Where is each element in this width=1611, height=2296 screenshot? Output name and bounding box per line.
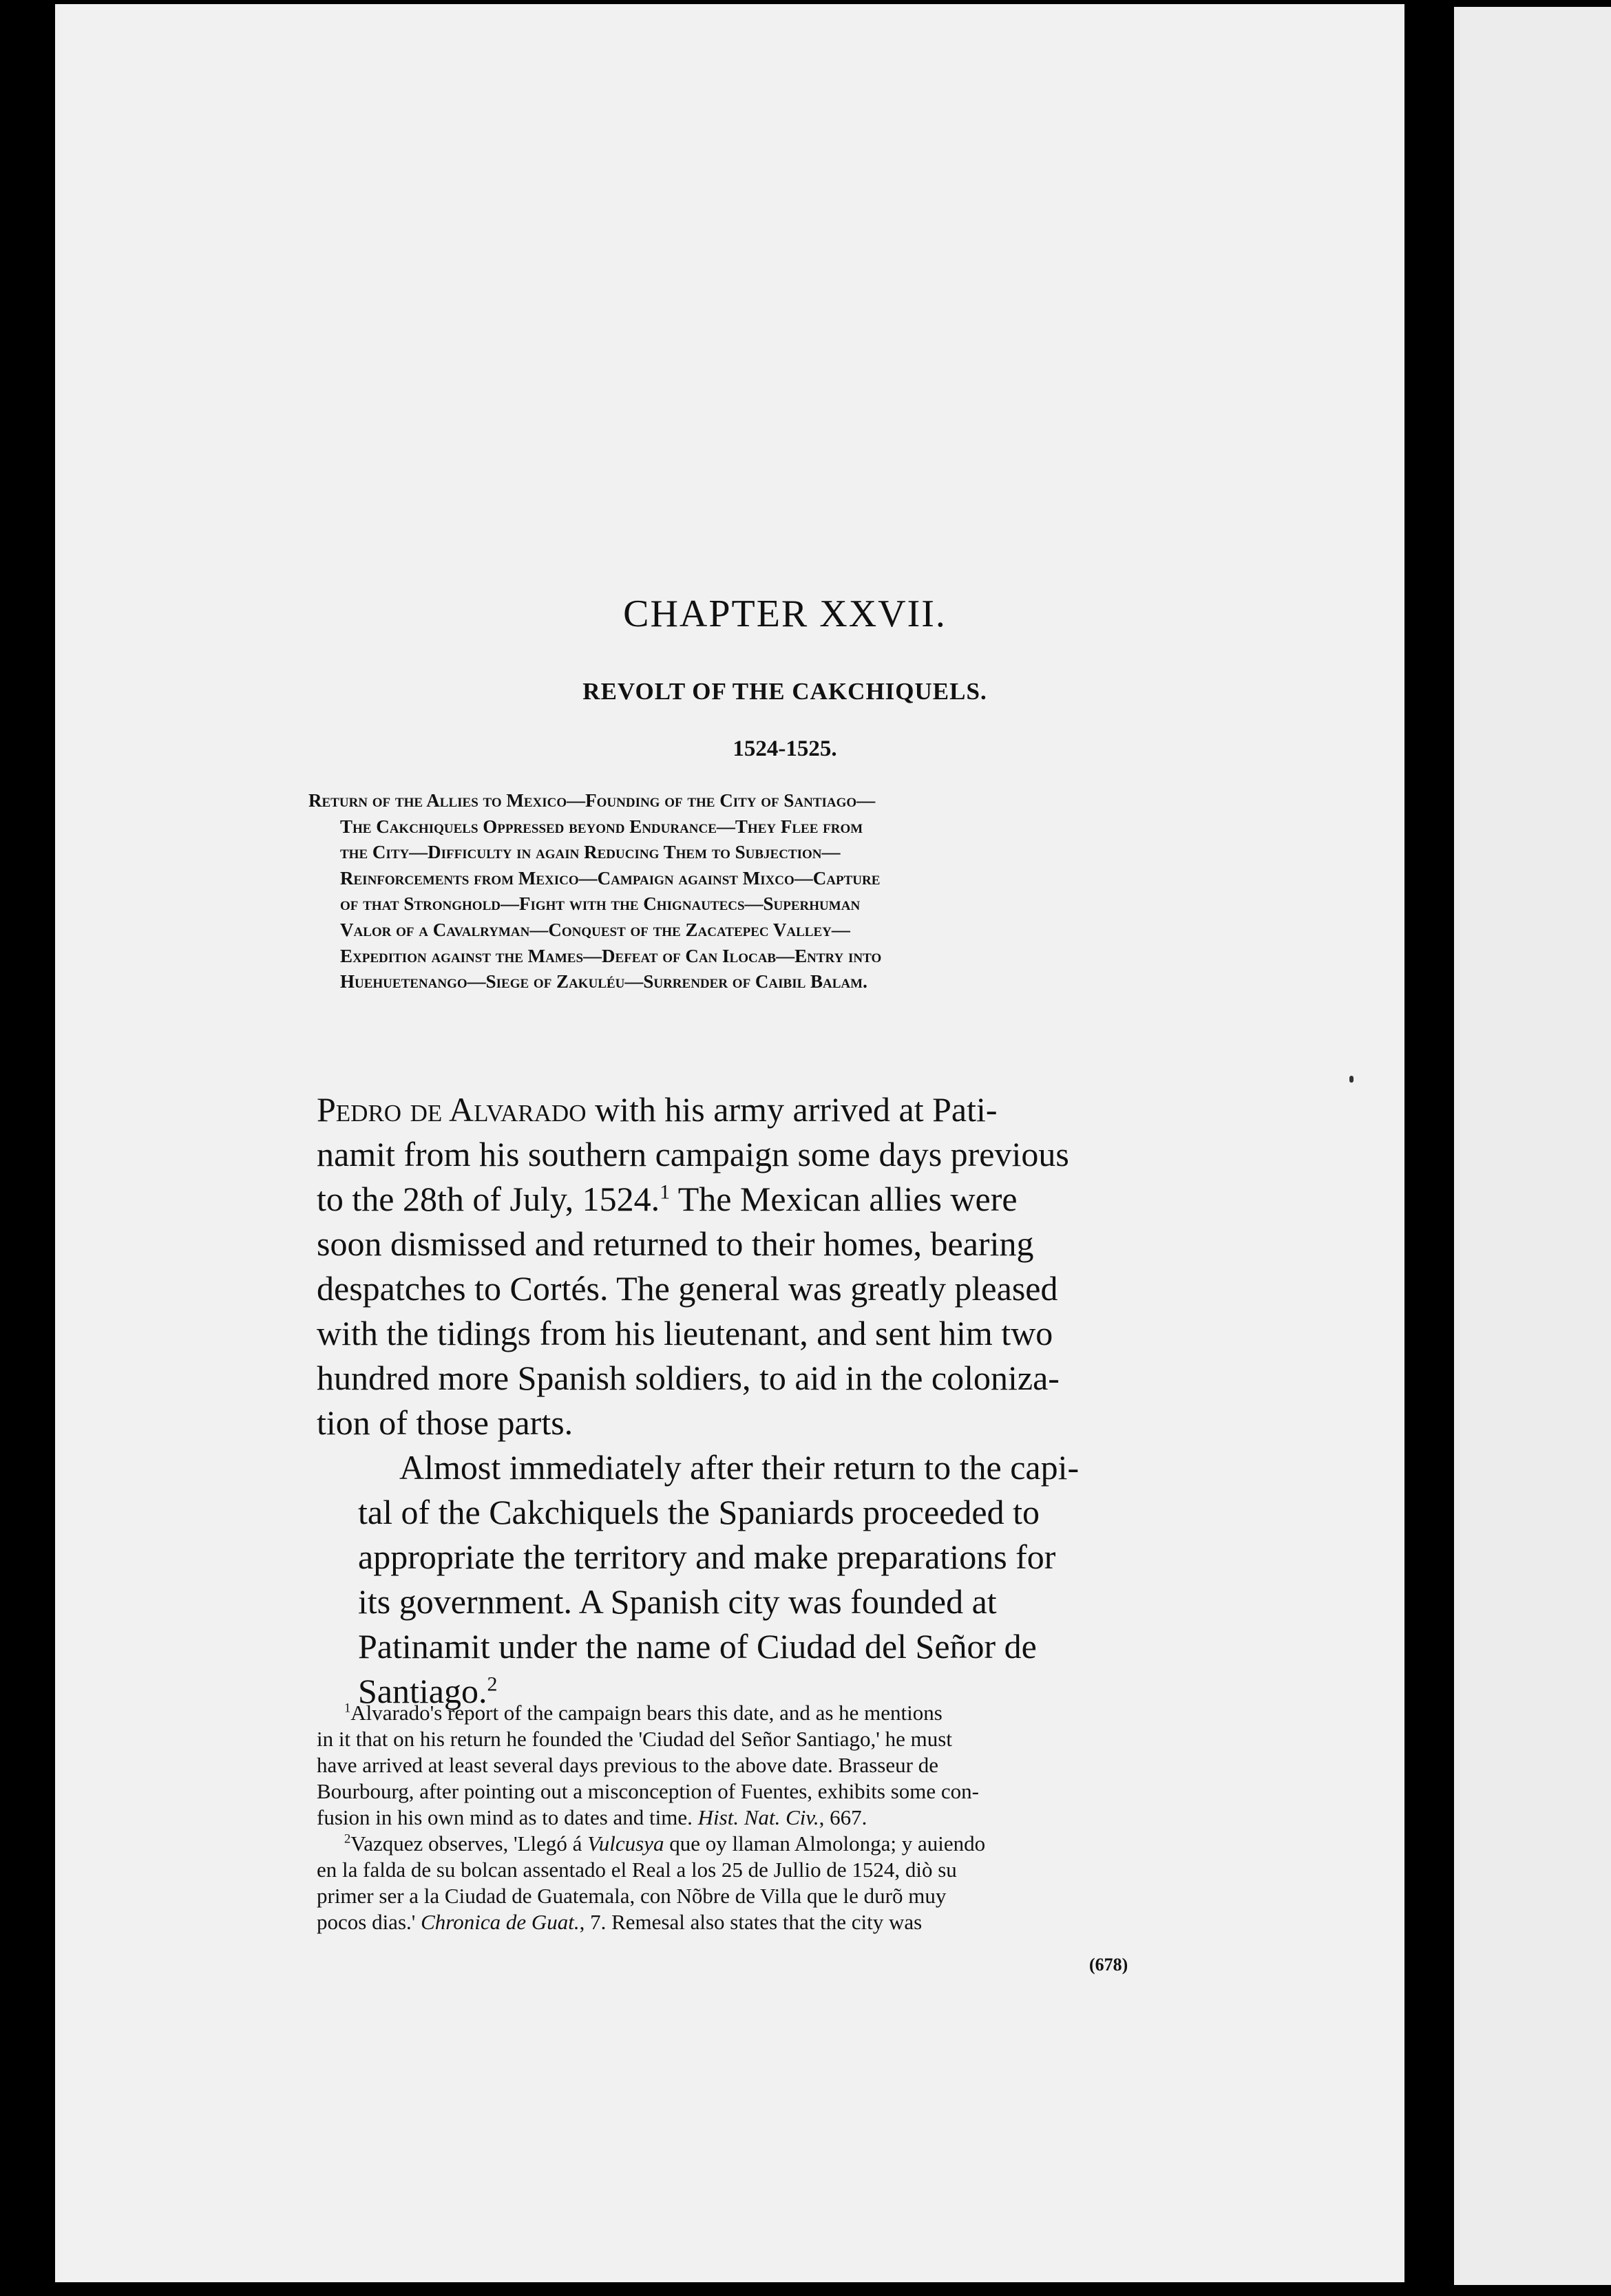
ink-speck [1349, 1076, 1354, 1083]
synopsis-line: Return of the Allies to Mexico—Founding of the City of Santiago— [308, 790, 876, 811]
text-line: to the 28th of July, 1524.$^1$ The Mexican allies were [317, 1180, 1018, 1218]
footnote-mark: 2 [344, 1831, 351, 1847]
synopsis-line: Huehuetenango—Siege of Zakuléu—Surrender of Caibil Balam. [340, 971, 867, 992]
chapter-heading: CHAPTER XXVII. [623, 593, 947, 635]
text-line: appropriate the territory and make preparations for [358, 1538, 1056, 1576]
footnote-line: en la falda de su bolcan assentado el Real a los 25 de Jullio de 1524, diò su [317, 1858, 957, 1882]
footnote-ref: 1 [660, 1180, 671, 1204]
footnote-1 [317, 1700, 1253, 1831]
synopsis-line: The Cakchiquels Oppressed beyond Endurance—They Flee from [340, 816, 863, 837]
text-line: its government. A Spanish city was founded at [358, 1582, 997, 1621]
synopsis-line: the City—Difficulty in again Reducing Them to Subjection— [340, 842, 841, 863]
footnotes [317, 1700, 1253, 1935]
synopsis-line: Expedition against the Mames—Defeat of Can Ilocab—Entry into [340, 945, 882, 966]
text-line: hundred more Spanish soldiers, to aid in the coloniza- [317, 1359, 1060, 1397]
footnote-line: pocos dias.' Chronica de Guat., 7. Remesal also states that the city was [317, 1910, 923, 1934]
synopsis-line: Valor of a Cavalryman—Conquest of the Zacatepec Valley— [340, 919, 850, 940]
footnote-line: primer ser a la Ciudad de Guatemala, con Nõbre de Villa que le durõ muy [317, 1884, 947, 1908]
text-line: soon dismissed and returned to their homes, bearing [317, 1224, 1034, 1263]
footnote-line: fusion in his own mind as to dates and time. Hist. Nat. Civ., 667. [317, 1805, 867, 1829]
chapter-dates: 1524-1525. [733, 736, 837, 761]
text-line: tal of the Cakchiquels the Spaniards proceeded to [358, 1493, 1040, 1531]
paragraph-2 [317, 1445, 1253, 1714]
footnote-line: Bourbourg, after pointing out a misconception of Fuentes, exhibits some con- [317, 1779, 979, 1803]
chapter-synopsis [308, 788, 1253, 995]
footnote-mark: 1 [344, 1701, 351, 1716]
footnote-line: have arrived at least several days previous to the above date. Brasseur de [317, 1753, 938, 1777]
paragraph-1 [317, 1087, 1253, 1445]
text-line: namit from his southern campaign some days previous [317, 1135, 1069, 1173]
text-line: with the tidings from his lieutenant, and sent him two [317, 1314, 1053, 1352]
text-line: tion of those parts. [317, 1403, 573, 1442]
text-line: Almost immediately after their return to the capi- [399, 1448, 1080, 1487]
synopsis-line: of that Stronghold—Fight with the Chignautecs—Superhuman [340, 893, 861, 915]
text-line: Patinamit under the name of Ciudad del Señor de [358, 1627, 1037, 1666]
text-line: despatches to Cortés. The general was greatly pleased [317, 1269, 1058, 1308]
synopsis-line: Reinforcements from Mexico—Campaign against Mixco—Capture [340, 867, 881, 889]
footnote-ref: 2 [487, 1672, 498, 1696]
text-line: Pedro de Alvarado with his army arrived at Pati- [317, 1090, 998, 1129]
facing-page-edge [1454, 7, 1611, 2285]
text-line: Santiago.$^2$ [358, 1672, 498, 1710]
footnote-line: in it that on his return he founded the 'Ciudad del Señor Santiago,' he must [317, 1727, 952, 1751]
page-number: (678) [1089, 1955, 1128, 1975]
footnote-2 [317, 1831, 1253, 1935]
lead-name: Pedro de Alvarado [317, 1090, 587, 1129]
body-text [317, 1087, 1253, 1714]
footnote-line: $^2$Vazquez observes, 'Llegó á Vulcusya que oy llaman Almolonga; y auiendo [344, 1831, 986, 1856]
footnote-line: $^1$Alvarado's report of the campaign bears this date, and as he mentions [344, 1701, 943, 1725]
chapter-title: REVOLT OF THE CAKCHIQUELS. [582, 678, 987, 705]
